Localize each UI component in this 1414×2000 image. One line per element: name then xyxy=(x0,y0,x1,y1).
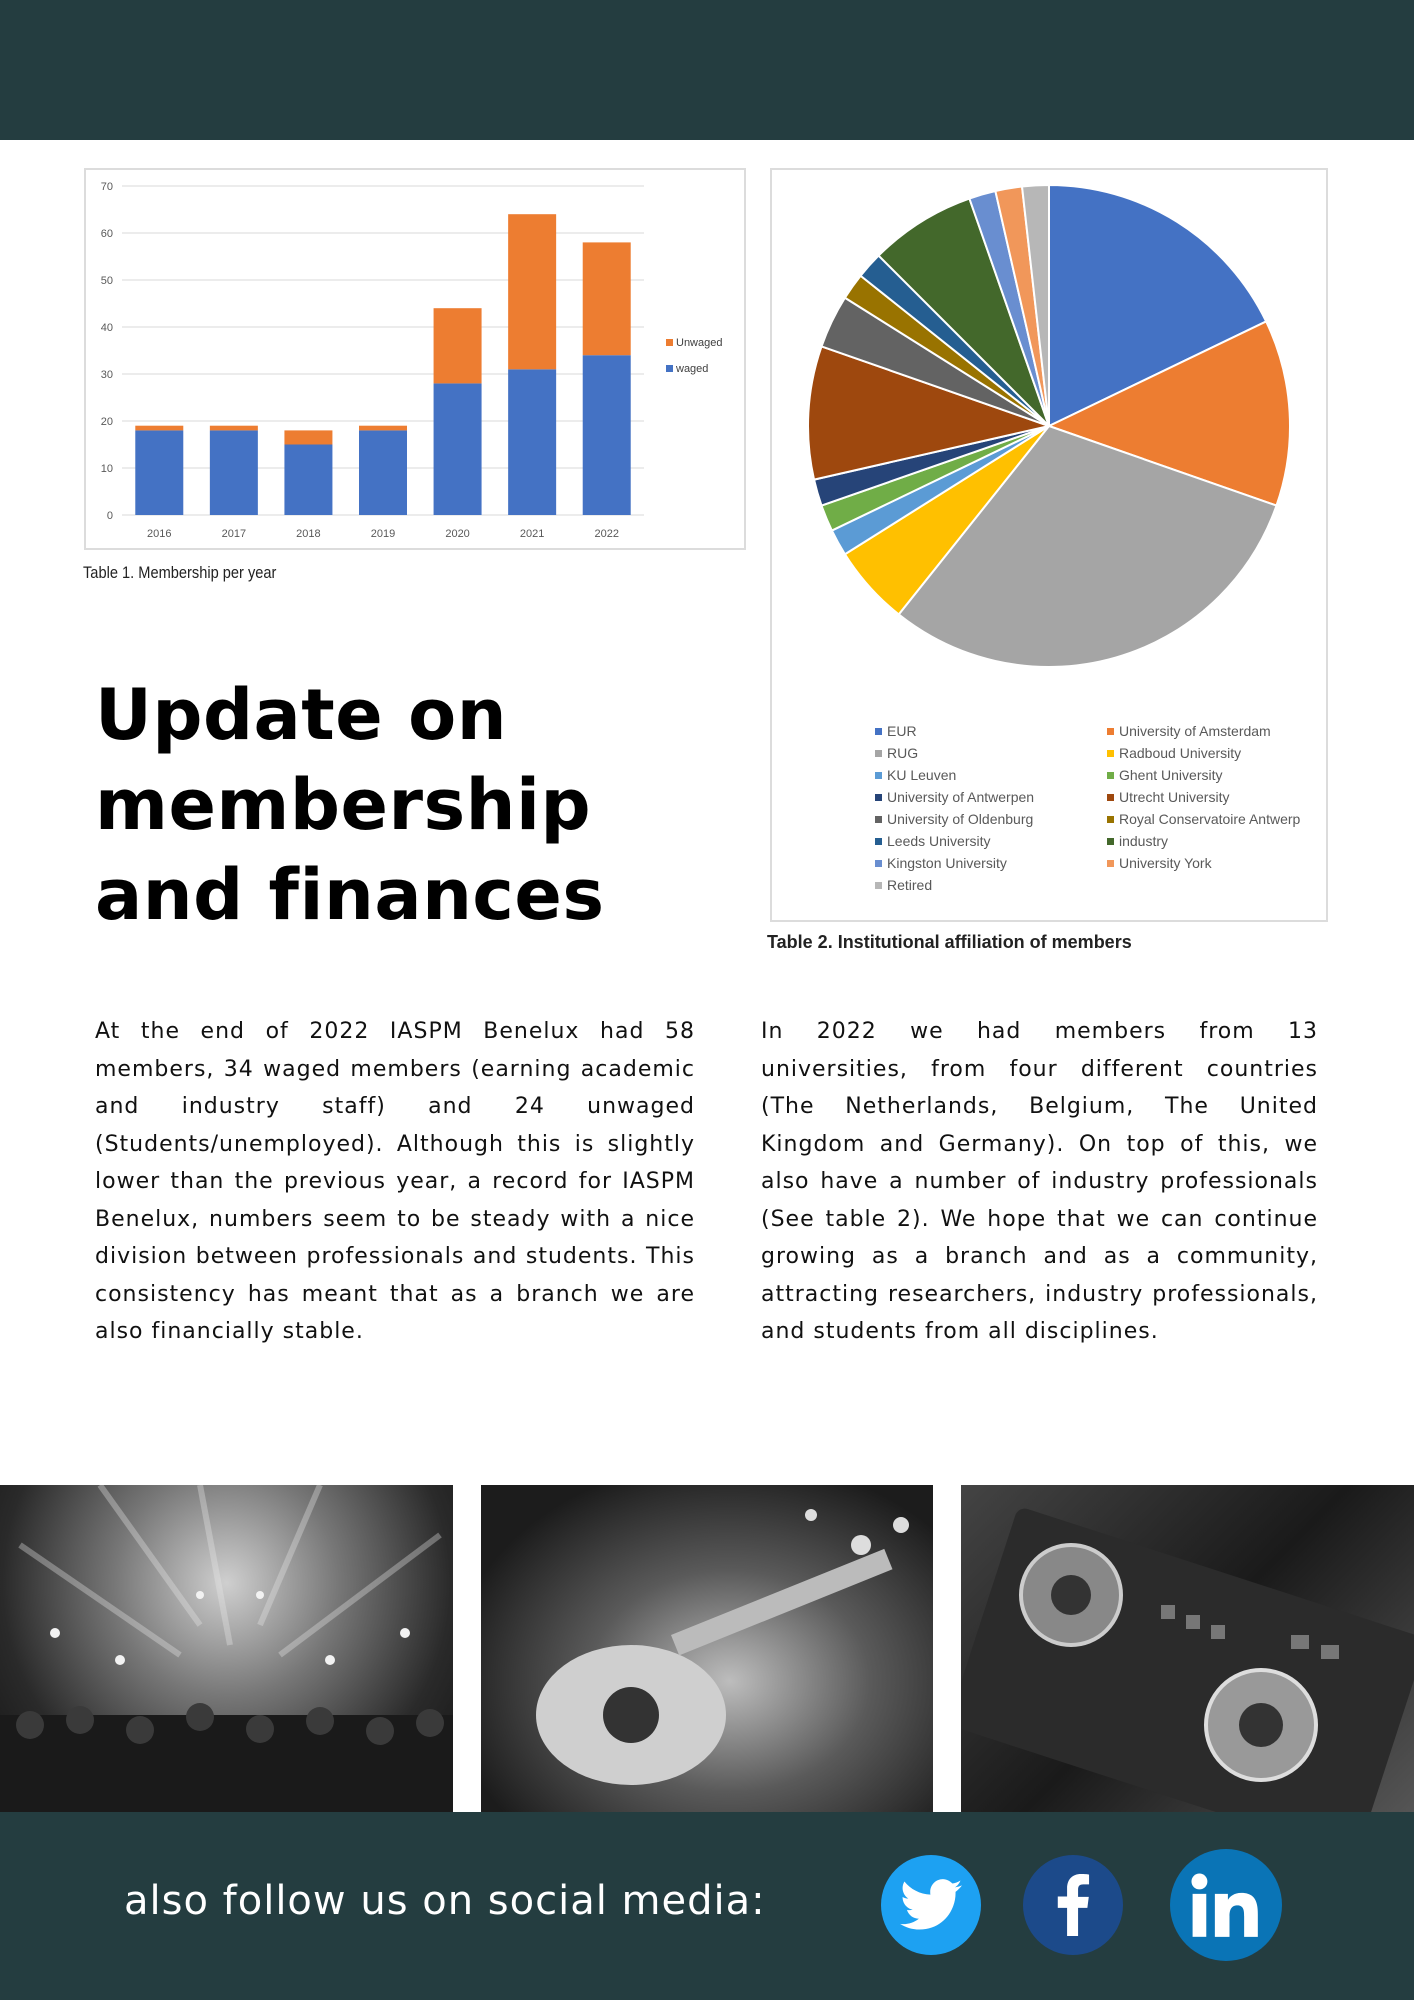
bar-waged xyxy=(508,369,556,515)
y-tick-label: 50 xyxy=(100,275,113,287)
legend-swatch xyxy=(1107,860,1114,867)
concert-crowd-photo xyxy=(0,1485,453,1812)
bar-unwaged xyxy=(359,426,407,431)
bar-unwaged xyxy=(135,426,183,431)
y-tick-label: 20 xyxy=(100,416,113,428)
legend-label: KU Leuven xyxy=(887,767,957,783)
title-line: Update on xyxy=(95,674,508,756)
twitter-bird-glyph xyxy=(900,1879,962,1931)
pie-chart-svg xyxy=(772,170,1326,920)
bar-unwaged xyxy=(284,430,332,444)
legend-swatch xyxy=(666,365,673,372)
dj-controller-illustration xyxy=(961,1485,1414,1812)
x-tick-label: 2016 xyxy=(147,528,172,540)
y-tick-label: 70 xyxy=(100,181,113,193)
linkedin-in-glyph xyxy=(1191,1873,1261,1937)
bar-chart-svg xyxy=(86,170,744,548)
y-tick-label: 10 xyxy=(100,463,113,475)
guitarist-illustration xyxy=(481,1485,933,1812)
pie-chart-caption: Table 2. Institutional affiliation of members xyxy=(767,932,1132,952)
y-tick-label: 40 xyxy=(100,322,113,334)
title-line: and finances xyxy=(95,854,605,936)
legend-swatch xyxy=(1107,816,1114,823)
membership-paragraph: At the end of 2022 IASPM Benelux had 58 members, 34 waged members (earning academic and industry staff) and 24 unwaged (Students/unemployed). Although this is slightly lower than the previous year, a record for IASPM Benelux, numbers seem to be steady with a nice division between professionals and students. This consistency has meant that as a branch we are also financially stable. xyxy=(95,1019,695,1344)
bar-waged xyxy=(135,430,183,515)
y-tick-label: 0 xyxy=(106,510,113,522)
bar-unwaged xyxy=(583,242,631,355)
legend-swatch xyxy=(1107,794,1114,801)
legend-label: Unwaged xyxy=(676,337,723,349)
legend-label: Ghent University xyxy=(1119,767,1223,783)
legend-label: Radboud University xyxy=(1119,745,1242,761)
legend-label: University of Antwerpen xyxy=(887,789,1035,805)
legend-label: Royal Conservatoire Antwerp xyxy=(1119,811,1301,827)
bar-unwaged xyxy=(434,308,482,383)
y-tick-label: 60 xyxy=(100,228,113,240)
legend-swatch xyxy=(875,772,882,779)
legend-swatch xyxy=(1107,772,1114,779)
legend-label: Leeds University xyxy=(887,833,991,849)
legend-swatch xyxy=(875,838,882,845)
legend-swatch xyxy=(875,728,882,735)
legend-swatch xyxy=(875,794,882,801)
x-tick-label: 2020 xyxy=(445,528,470,540)
legend-swatch xyxy=(1107,750,1114,757)
legend-label: University York xyxy=(1119,855,1212,871)
y-tick-label: 30 xyxy=(100,369,113,381)
legend-swatch xyxy=(875,750,882,757)
affiliation-paragraph: In 2022 we had members from 13 universities, from four different countries (The Netherlands, Belgium, The United Kingdom and Germany). On top of this, we also have a number of industry professionals (See table 2). We hope that we can continue growing as a branch and as a community, attracting researchers, industry professionals, and students from all disciplines. xyxy=(761,1019,1318,1344)
linkedin-icon[interactable] xyxy=(1170,1849,1282,1961)
bar-chart-caption: Table 1. Membership per year xyxy=(83,563,277,582)
legend-label: waged xyxy=(676,363,709,375)
legend-swatch xyxy=(1107,838,1114,845)
legend-swatch xyxy=(875,882,882,889)
page-title xyxy=(95,670,605,940)
affiliation-pie-chart xyxy=(770,168,1328,922)
x-tick-label: 2021 xyxy=(519,528,545,540)
bar-waged xyxy=(284,445,332,516)
guitarist-photo xyxy=(481,1485,933,1812)
concert-crowd-illustration xyxy=(0,1485,453,1812)
legend-label: University of Oldenburg xyxy=(887,811,1034,827)
bar-waged xyxy=(359,430,407,515)
facebook-icon[interactable] xyxy=(1023,1855,1123,1955)
membership-bar-chart xyxy=(84,168,746,550)
top-banner xyxy=(0,0,1414,140)
legend-swatch xyxy=(875,860,882,867)
legend-label: Retired xyxy=(887,877,933,893)
bar-unwaged xyxy=(210,426,258,431)
social-media-label: also follow us on social media: xyxy=(124,1878,766,1924)
legend-label: University of Amsterdam xyxy=(1119,723,1271,739)
x-tick-label: 2019 xyxy=(370,528,396,540)
bar-waged xyxy=(210,430,258,515)
legend-label: Kingston University xyxy=(887,855,1007,871)
facebook-f-glyph xyxy=(1053,1874,1093,1936)
dj-controller-photo xyxy=(961,1485,1414,1812)
bar-waged xyxy=(583,355,631,515)
bar-waged xyxy=(434,383,482,515)
title-line: membership xyxy=(95,764,592,846)
x-tick-label: 2017 xyxy=(221,528,247,540)
legend-swatch xyxy=(666,339,673,346)
x-tick-label: 2018 xyxy=(296,528,321,540)
legend-swatch xyxy=(1107,728,1114,735)
x-tick-label: 2022 xyxy=(594,528,619,540)
legend-swatch xyxy=(875,816,882,823)
legend-label: Utrecht University xyxy=(1119,789,1230,805)
bar-unwaged xyxy=(508,214,556,369)
legend-label: EUR xyxy=(887,723,917,739)
legend-label: industry xyxy=(1119,833,1169,849)
legend-label: RUG xyxy=(887,745,919,761)
twitter-icon[interactable] xyxy=(881,1855,981,1955)
